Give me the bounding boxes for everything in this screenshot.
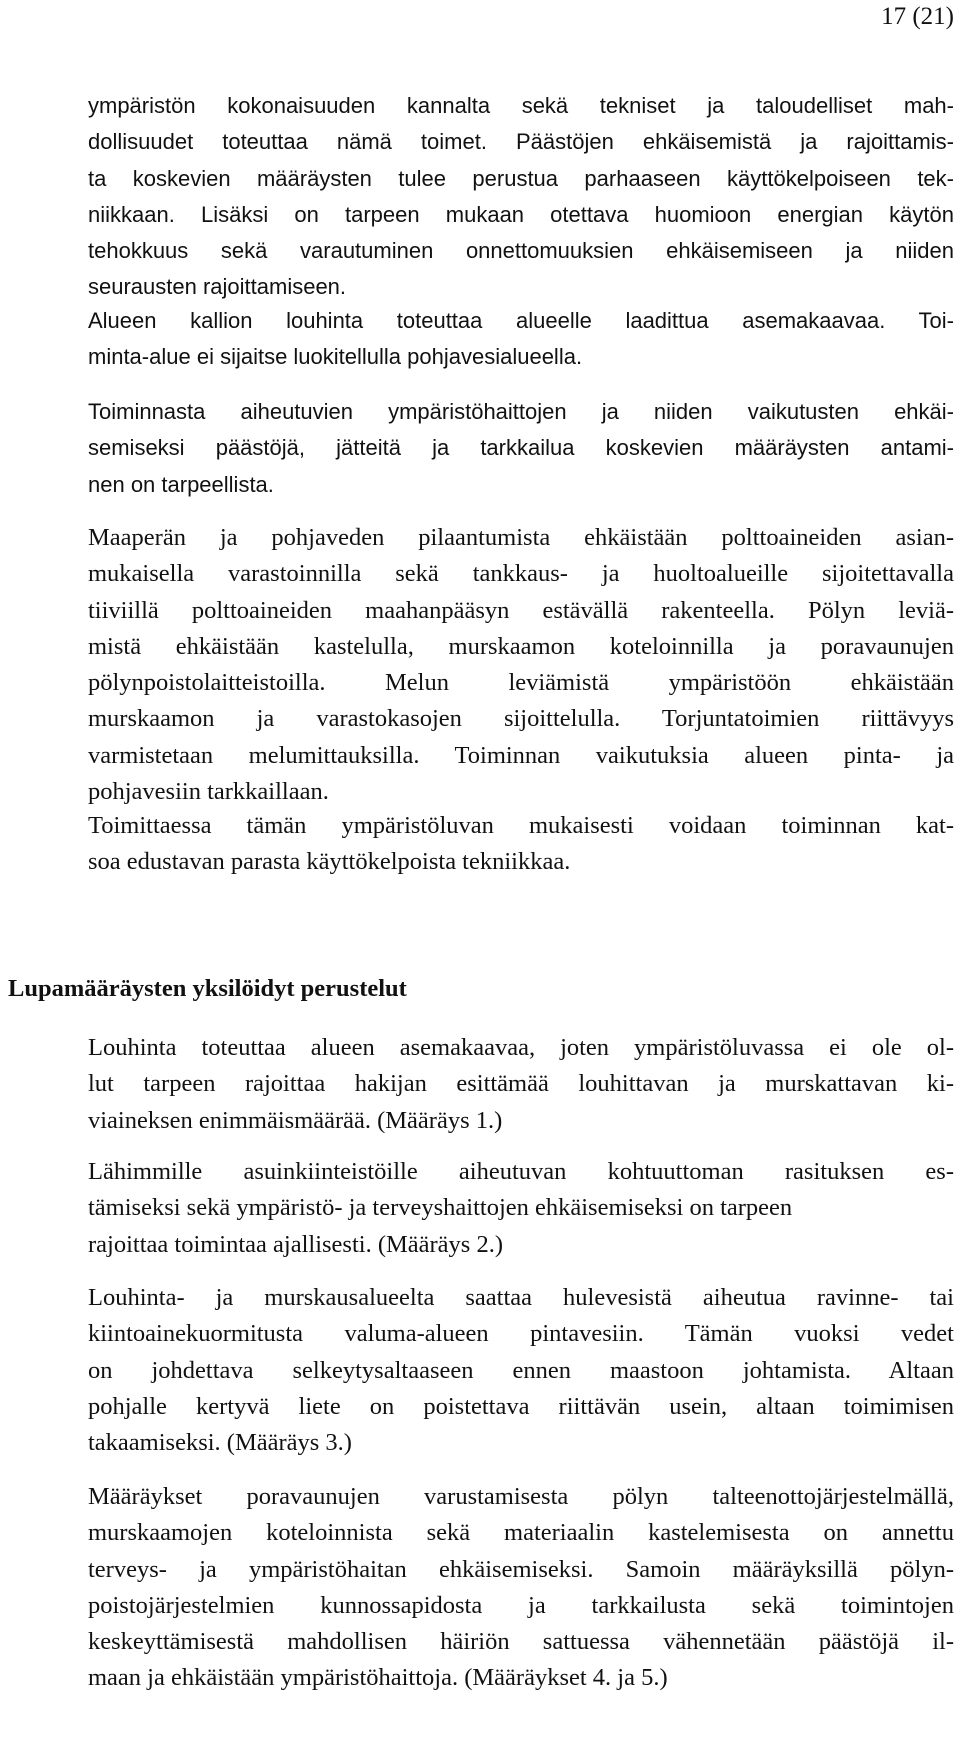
paragraph-line: dollisuudet toteuttaa nämä toimet. Päästöjen ehkäisemistä ja rajoittamis- (88, 129, 954, 155)
paragraph-line: murskaamojen koteloinnista sekä materiaalin kastelemisesta on annettu (88, 1519, 954, 1547)
paragraph-line: pölynpoistolaitteistoilla. Melun leviämistä ympäristöön ehkäistään (88, 669, 954, 697)
page-number: 17 (21) (881, 3, 954, 30)
paragraph-line: mukaisella varastoinnilla sekä tankkaus- ja huoltoalueille sijoitettavalla (88, 560, 954, 588)
paragraph-6 (88, 1030, 954, 1139)
paragraph-line: kiintoainekuormitusta valuma-alueen pintavesiin. Tämän vuoksi vedet (88, 1320, 954, 1348)
paragraph-line: maan ja ehkäistään ympäristöhaittoja. (Määräykset 4. ja 5.) (88, 1664, 668, 1692)
paragraph-line: tämiseksi sekä ympäristö- ja terveyshaittojen ehkäisemiseksi on tarpeen (88, 1194, 793, 1222)
paragraph-line: pohjavesiin tarkkaillaan. (88, 778, 329, 806)
paragraph-line: on johdettava selkeytysaltaaseen ennen maastoon johtamista. Altaan (88, 1356, 954, 1384)
paragraph-line: takaamiseksi. (Määräys 3.) (88, 1429, 352, 1457)
paragraph-line: lut tarpeen rajoittaa hakijan esittämää louhittavan ja murskattavan ki- (88, 1070, 954, 1098)
paragraph-line: soa edustavan parasta käyttökelpoista tekniikkaa. (88, 848, 571, 876)
paragraph-line: Maaperän ja pohjaveden pilaantumista ehkäistään polttoaineiden asian- (88, 524, 954, 551)
paragraph-line: varmistetaan melumittauksilla. Toiminnan vaikutuksia alueen pinta- ja (88, 741, 954, 769)
paragraph-9 (88, 1479, 954, 1697)
paragraph-line: Louhinta- ja murskausalueelta saattaa hulevesistä aiheutua ravinne- tai (88, 1284, 954, 1311)
paragraph-line: poistojärjestelmien kunnossapidosta ja tarkkailusta sekä toimintojen (88, 1591, 954, 1619)
paragraph-line: tiiviillä polttoaineiden maahanpääsyn estävällä rakenteella. Pölyn leviä- (88, 596, 954, 624)
paragraph-line: Alueen kallion louhinta toteuttaa alueelle laadittua asemakaavaa. Toi- (88, 308, 954, 333)
paragraph-line: nen on tarpeellista. (88, 471, 274, 497)
paragraph-5 (88, 808, 954, 881)
paragraph-line: keskeyttämisestä mahdollisen häiriön sattuessa vähennetään päästöjä il- (88, 1628, 954, 1656)
paragraph-8 (88, 1280, 954, 1461)
paragraph-line: Toiminnasta aiheutuvien ympäristöhaittojen ja niiden vaikutusten ehkäi- (88, 399, 954, 424)
paragraph-3 (88, 394, 954, 503)
paragraph-2 (88, 303, 954, 376)
paragraph-line: viaineksen enimmäismäärää. (Määräys 1.) (88, 1106, 503, 1134)
paragraph-line: rajoittaa toimintaa ajallisesti. (Määräys 2.) (88, 1230, 503, 1258)
paragraph-line: tehokkuus sekä varautuminen onnettomuuksien ehkäisemiseen ja niiden (88, 238, 954, 264)
paragraph-line: seurausten rajoittamiseen. (88, 274, 347, 300)
paragraph-line: Toimittaessa tämän ympäristöluvan mukaisesti voidaan toiminnan kat- (88, 812, 954, 839)
paragraph-1 (88, 88, 954, 306)
paragraph-line: minta-alue ei sijaitse luokitellulla pohjavesialueella. (88, 344, 583, 370)
paragraph-line: niikkaan. Lisäksi on tarpeen mukaan otettava huomioon energian käytön (88, 201, 954, 227)
paragraph-line: Lähimmille asuinkiinteistöille aiheutuvan kohtuuttoman rasituksen es- (88, 1158, 954, 1185)
paragraph-line: Määräykset poravaunujen varustamisesta pölyn talteenottojärjestelmällä, (88, 1483, 954, 1510)
paragraph-line: semiseksi päästöjä, jätteitä ja tarkkailua koskevien määräysten antami- (88, 435, 954, 461)
paragraph-line: pohjalle kertyvä liete on poistettava riittävän usein, altaan toimimisen (88, 1392, 954, 1420)
section-heading: Lupamääräysten yksilöidyt perustelut (8, 975, 407, 1002)
paragraph-4 (88, 520, 954, 810)
paragraph-line: terveys- ja ympäristöhaitan ehkäisemiseksi. Samoin määräyksillä pölyn- (88, 1555, 954, 1583)
paragraph-line: Louhinta toteuttaa alueen asemakaavaa, joten ympäristöluvassa ei ole ol- (88, 1034, 954, 1061)
paragraph-line: ta koskevien määräysten tulee perustua parhaaseen käyttökelpoiseen tek- (88, 165, 954, 191)
paragraph-line: murskaamon ja varastokasojen sijoittelulla. Torjuntatoimien riittävyys (88, 705, 954, 733)
paragraph-line: ympäristön kokonaisuuden kannalta sekä tekniset ja taloudelliset mah- (88, 93, 954, 118)
paragraph-7 (88, 1154, 954, 1263)
paragraph-line: mistä ehkäistään kastelulla, murskaamon koteloinnilla ja poravaunujen (88, 632, 954, 660)
